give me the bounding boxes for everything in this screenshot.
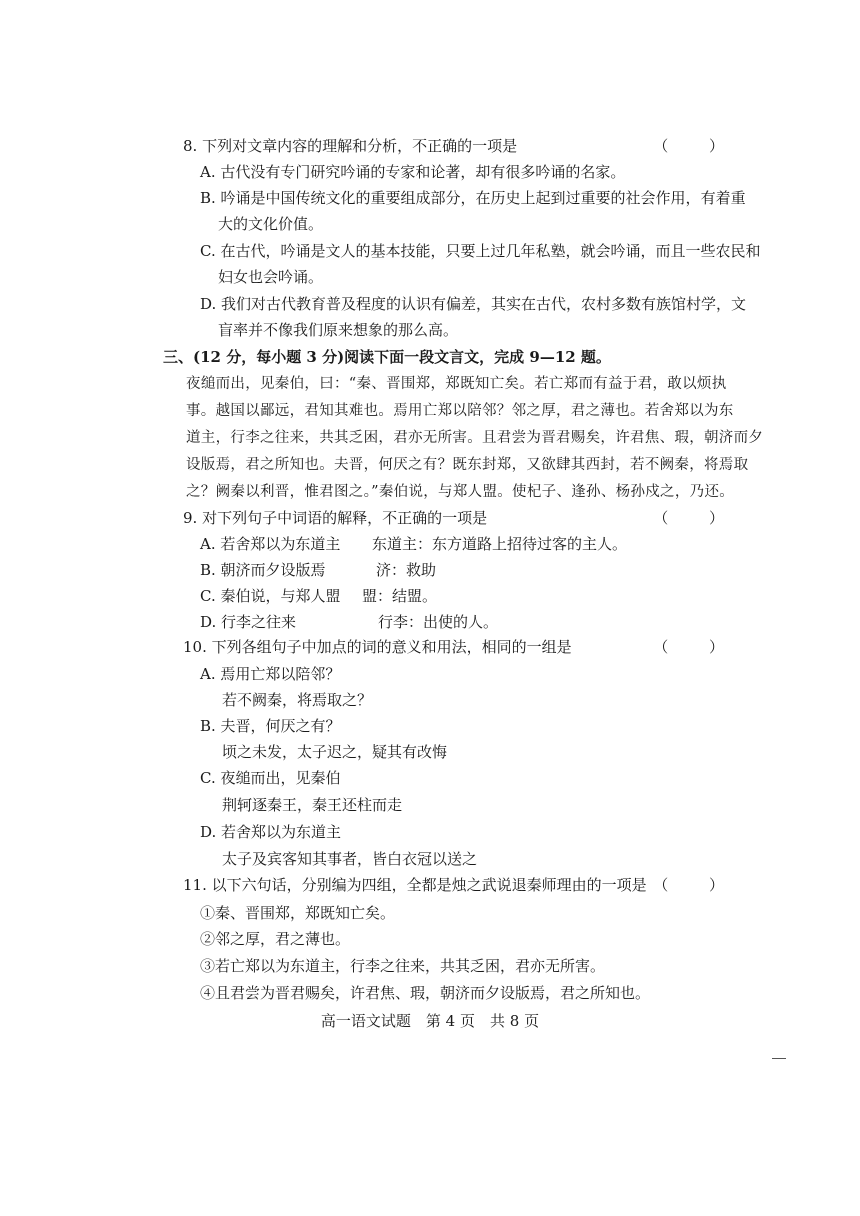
q9-option-d: D. 行李之往来 xyxy=(200,613,297,631)
q9-option-d-gloss: 行李：出使的人。 xyxy=(378,613,499,631)
q9-answer-blank: （ ） xyxy=(653,509,742,527)
q9-option-a-gloss: 东道主：东方道路上招待过客的主人。 xyxy=(372,535,628,553)
q9-option-b-gloss: 济：救助 xyxy=(376,561,437,579)
q10-stem: 10. 下列各组句子中加点的词的意义和用法，相同的一组是 xyxy=(183,638,572,656)
q8-option-a: A. 古代没有专门研究吟诵的专家和论著，却有很多吟诵的名家。 xyxy=(200,163,626,181)
q10-option-d-pair: 太子及宾客知其事者，皆白衣冠以送之 xyxy=(222,850,478,868)
q10-option-a-pair: 若不阙秦，将焉取之？ xyxy=(222,691,373,709)
q10-option-c: C. 夜缒而出，见秦伯 xyxy=(200,769,341,787)
q10-answer-blank: （ ） xyxy=(653,638,742,656)
q9-option-c: C. 秦伯说，与郑人盟 xyxy=(200,587,341,605)
q11-answer-blank: （ ） xyxy=(653,876,742,894)
q8-option-d: D. 我们对古代教育普及程度的认识有偏差，其实在古代，农村多数有族馆村学，文 xyxy=(200,295,747,313)
q8-option-c: C. 在古代，吟诵是文人的基本技能，只要上过几年私塾，就会吟诵，而且一些农民和 xyxy=(200,242,761,260)
q10-option-c-pair: 荆轲逐秦王，秦王还柱而走 xyxy=(222,796,403,814)
q8-option-b-cont: 大的文化价值。 xyxy=(218,215,324,233)
passage-line-1: 夜缒而出，见秦伯，曰：“秦、晋围郑，郑既知亡矣。若亡郑而有益于君，敢以烦执 xyxy=(186,376,727,392)
q10-option-b-pair: 顷之未发，太子迟之，疑其有改悔 xyxy=(222,743,448,761)
passage-line-4: 设版焉，君之所知也。夫晋，何厌之有？既东封郑，又欲肆其西封，若不阙秦，将焉取 xyxy=(186,457,749,473)
passage-line-2: 事。越国以鄙远，君知其难也。焉用亡郑以陪邻？邻之厚，君之薄也。若舍郑以为东 xyxy=(186,403,734,419)
q9-option-c-gloss: 盟：结盟。 xyxy=(362,587,438,605)
q9-option-b: B. 朝济而夕设版焉 xyxy=(200,561,326,579)
q11-sentence-2: ②邻之厚，君之薄也。 xyxy=(200,930,351,948)
q8-stem: 8. 下列对文章内容的理解和分析，不正确的一项是 xyxy=(183,137,518,155)
q9-stem: 9. 对下列句子中词语的解释，不正确的一项是 xyxy=(183,509,488,527)
q11-stem: 11. 以下六句话，分别编为四组，全都是烛之武说退秦师理由的一项是 xyxy=(183,876,647,894)
q8-answer-blank: （ ） xyxy=(653,137,742,155)
q8-option-d-cont: 盲率并不像我们原来想象的那么高。 xyxy=(218,321,459,339)
q9-option-a: A. 若舍郑以为东道主 xyxy=(200,535,341,553)
q10-option-d: D. 若舍郑以为东道主 xyxy=(200,823,342,841)
q8-option-b: B. 吟诵是中国传统文化的重要组成部分，在历史上起到过重要的社会作用，有着重 xyxy=(200,189,746,207)
q10-option-b: B. 夫晋，何厌之有？ xyxy=(200,717,341,735)
passage-line-3: 道主，行李之往来，共其乏困，君亦无所害。且君尝为晋君赐矣，许君焦、瑕，朝济而夕 xyxy=(186,430,764,446)
section-3-heading: 三、(12 分，每小题 3 分)阅读下面一段文言文，完成 9—12 题。 xyxy=(163,348,611,366)
q11-sentence-4: ④且君尝为晋君赐矣，许君焦、瑕，朝济而夕设版焉，君之所知也。 xyxy=(200,984,651,1002)
q11-sentence-1: ①秦、晋围郑，郑既知亡矣。 xyxy=(200,904,396,922)
q10-option-a: A. 焉用亡郑以陪邻？ xyxy=(200,665,341,683)
scan-mark xyxy=(772,1058,786,1059)
q8-option-c-cont: 妇女也会吟诵。 xyxy=(218,268,324,286)
page-footer: 高一语文试题 第 4 页 共 8 页 xyxy=(320,1012,540,1030)
q11-sentence-3: ③若亡郑以为东道主，行李之往来，共其乏困，君亦无所害。 xyxy=(200,957,606,975)
passage-line-5: 之？阙秦以利晋，惟君图之。”秦伯说，与郑人盟。使杞子、逢孙、杨孙戍之，乃还。 xyxy=(186,484,735,500)
